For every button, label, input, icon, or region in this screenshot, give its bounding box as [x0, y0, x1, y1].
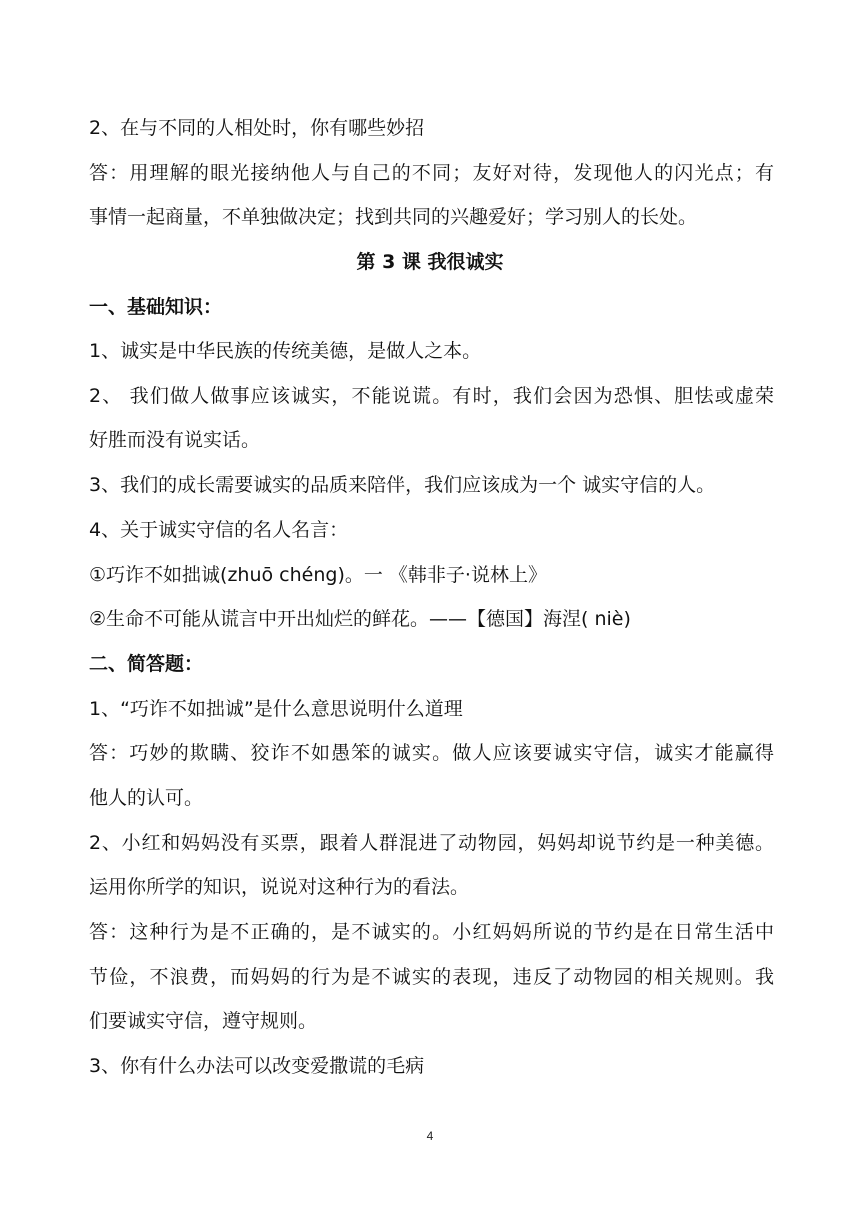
question-2-text: 2、在与不同的人相处时，你有哪些妙招 — [89, 117, 425, 139]
sa-question-2-line-1: 2、小红和妈妈没有买票，跟着人群混进了动物园，妈妈却说节约是一种美德。 — [89, 832, 774, 854]
basics-item-4: 4、关于诚实守信的名人名言： — [89, 519, 349, 541]
sa-answer-1-line-2: 他人的认可。 — [89, 787, 204, 809]
sa-answer-2-line-3: 们要诚实守信，遵守规则。 — [89, 1010, 318, 1032]
basics-item-2-line-1: 2、 我们做人做事应该诚实，不能说谎。有时，我们会因为恐惧、胆怯或虚荣 — [89, 385, 774, 407]
page-number: 4 — [426, 1129, 434, 1143]
section-heading-short-answer: 二、简答题： — [89, 653, 204, 675]
answer-2-line-2: 事情一起商量，不单独做决定；找到共同的兴趣爱好；学习别人的长处。 — [89, 206, 698, 228]
basics-item-2-line-2: 好胜而没有说实话。 — [89, 429, 261, 451]
lesson-title: 第 3 课 我很诚实 — [356, 251, 504, 273]
sa-answer-2-line-1: 答：这种行为是不正确的，是不诚实的。小红妈妈所说的节约是在日常生活中 — [89, 921, 774, 943]
quote-2: ②生命不可能从谎言中开出灿烂的鲜花。——【德国】海涅( niè) — [89, 608, 631, 630]
sa-answer-1-line-1: 答：巧妙的欺瞒、狡诈不如愚笨的诚实。做人应该要诚实守信，诚实才能赢得 — [89, 742, 774, 764]
sa-question-1: 1、“巧诈不如拙诚”是什么意思说明什么道理 — [89, 698, 463, 720]
section-heading-basics: 一、基础知识： — [89, 296, 223, 318]
quote-1: ①巧诈不如拙诚(zhuō chéng)。一 《韩非子·说林上》 — [89, 564, 547, 586]
answer-2-line-1: 答：用理解的眼光接纳他人与自己的不同；友好对待，发现他人的闪光点；有 — [89, 162, 774, 184]
sa-question-3: 3、你有什么办法可以改变爱撒谎的毛病 — [89, 1055, 425, 1077]
basics-item-3: 3、我们的成长需要诚实的品质来陪伴，我们应该成为一个 诚实守信的人。 — [89, 474, 716, 496]
sa-answer-2-line-2: 节俭，不浪费，而妈妈的行为是不诚实的表现，违反了动物园的相关规则。我 — [89, 966, 774, 988]
sa-question-2-line-2: 运用你所学的知识，说说对这种行为的看法。 — [89, 876, 470, 898]
basics-item-1: 1、诚实是中华民族的传统美德，是做人之本。 — [89, 340, 482, 362]
